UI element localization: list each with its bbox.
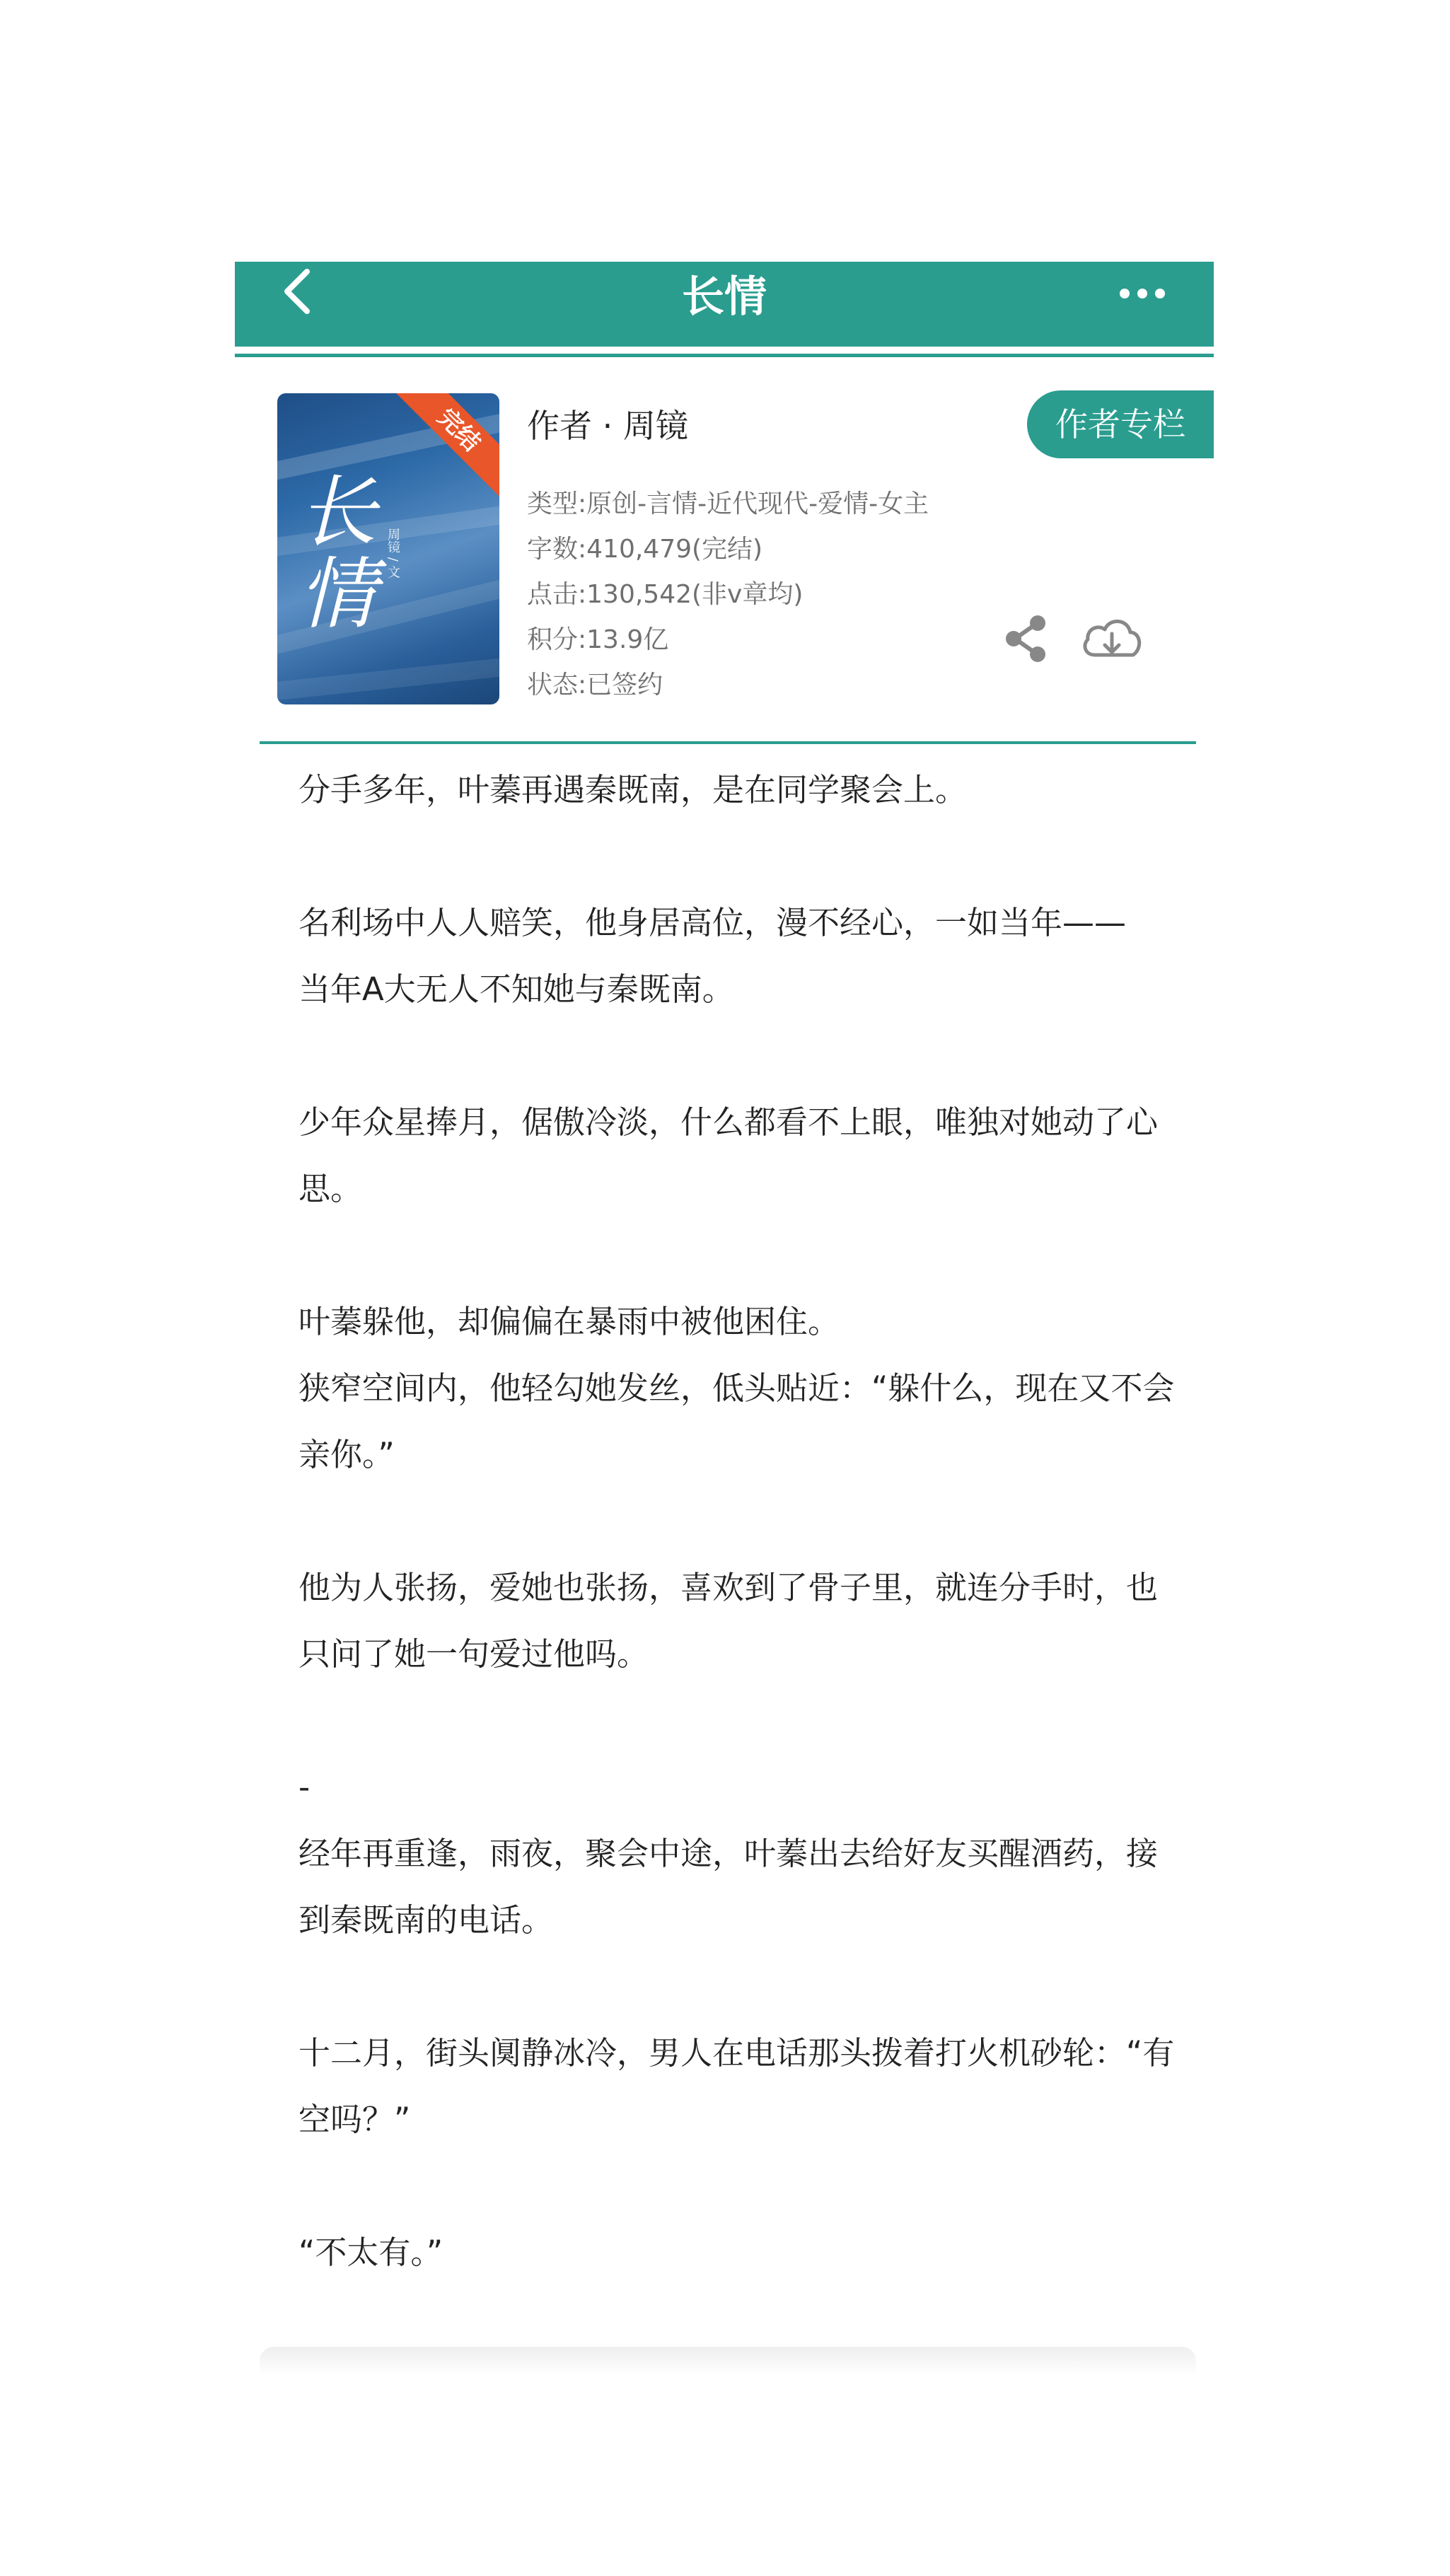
intro-line: 十二月，街头阒静冰冷，男人在电话那头拨着打火机砂轮：“有空吗？” <box>298 2034 1175 2138</box>
bottom-panel-edge <box>260 2347 1196 2375</box>
chevron-left-icon <box>277 263 320 320</box>
intro-line: 名利场中人人赔笑，他身居高位，漫不经心，一如当年—— <box>298 904 1127 941</box>
intro-gap <box>298 823 1176 890</box>
intro-gap <box>298 1023 1176 1089</box>
intro-gap <box>298 2153 1176 2220</box>
intro-line: 经年再重逢，雨夜，聚会中途，叶蓁出去给好友买醒酒药，接到秦既南的电话。 <box>298 1835 1159 1939</box>
completed-badge: 完结 <box>388 393 499 501</box>
more-dots-icon <box>1118 279 1167 308</box>
intro-line: 狭窄空间内，他轻勾她发丝，低头贴近：“躲什么，现在又不会亲你。” <box>298 1369 1175 1473</box>
cover-texture <box>277 654 499 703</box>
author-name[interactable]: 作者 · 周镜 <box>527 407 688 445</box>
share-icon <box>1001 614 1050 663</box>
cover-title: 长情 <box>298 467 376 639</box>
page-title: 长情 <box>682 272 767 322</box>
info-divider <box>260 741 1196 744</box>
intro-gap <box>298 1954 1176 2020</box>
intro-gap <box>298 1488 1176 1555</box>
intro-line: 少年众星捧月，倨傲冷淡，什么都看不上眼，唯独对她动了心思。 <box>298 1103 1159 1207</box>
intro-line: 分手多年，叶蓁再遇秦既南，是在同学聚会上。 <box>298 771 968 808</box>
meta-score: 积分:13.9亿 <box>527 625 669 654</box>
cover-subtitle: 周镜 / 文 <box>385 528 400 579</box>
meta-words: 字数:410,479(完结) <box>527 535 763 564</box>
intro-gap <box>298 1688 1176 1754</box>
intro-line: 他为人张扬，爱她也张扬，喜欢到了骨子里，就连分手时，也只问了她一句爱过他吗。 <box>298 1569 1159 1673</box>
author-column-button[interactable]: 作者专栏 <box>1027 390 1214 458</box>
download-button[interactable] <box>1079 611 1144 666</box>
intro-line: “不太有。” <box>298 2234 443 2271</box>
meta-type: 类型:原创-言情-近代现代-爱情-女主 <box>527 489 929 518</box>
share-button[interactable] <box>1001 614 1050 663</box>
meta-clicks: 点击:130,542(非v章均) <box>527 580 804 609</box>
back-button[interactable] <box>277 263 320 320</box>
cloud-download-icon <box>1079 611 1144 666</box>
intro-line: 叶蓁躲他，却偏偏在暴雨中被他困住。 <box>298 1303 840 1340</box>
book-intro <box>298 757 1176 2286</box>
intro-line: - <box>298 1768 311 1806</box>
intro-line: 当年A大无人不知她与秦既南。 <box>298 970 734 1008</box>
header-divider <box>235 354 1214 357</box>
more-button[interactable] <box>1118 279 1167 308</box>
meta-status: 状态:已签约 <box>527 671 663 700</box>
intro-gap <box>298 1222 1176 1289</box>
book-cover[interactable] <box>277 393 499 704</box>
